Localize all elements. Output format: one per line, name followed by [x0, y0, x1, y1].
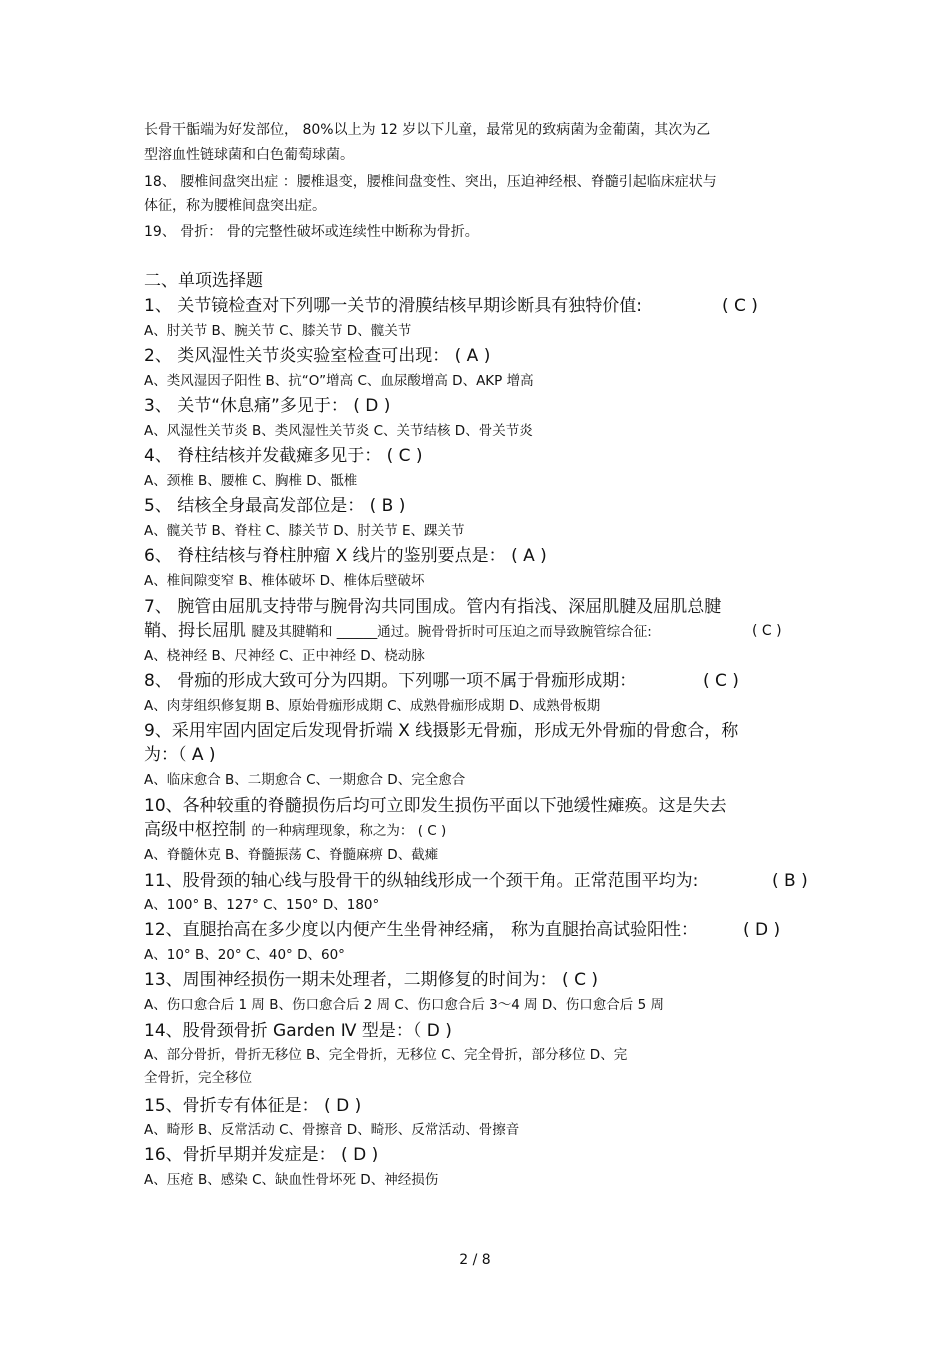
question-7: 7、 腕管由屈肌支持带与腕骨沟共同围成。管内有指浅、深屈肌腱及屈肌总腱 — [144, 597, 722, 617]
question-8: 8、 骨痂的形成大致可分为四期。下列哪一项不属于骨痂形成期： — [144, 671, 637, 691]
question-2: 2、 类风湿性关节炎实验室检查可出现： ( A ) — [144, 346, 491, 366]
options-15: A、畸形 B、反常活动 C、骨擦音 D、畸形、反常活动、骨擦音 — [144, 1122, 520, 1138]
options-16: A、压疮 B、感染 C、缺血性骨坏死 D、神经损伤 — [144, 1172, 439, 1188]
question-12: 12、直腿抬高在多少度以内便产生坐骨神经痛， 称为直腿抬高试验阳性： — [144, 920, 699, 940]
text-line: 型溶血性链球菌和白色葡萄球菌。 — [144, 147, 354, 163]
options-13: A、伤口愈合后 1 周 B、伤口愈合后 2 周 C、伤口愈合后 3～4 周 D、伤口愈合后 5 周 — [144, 997, 664, 1013]
answer-1: ( C ) — [722, 296, 758, 316]
options-4: A、颈椎 B、腰椎 C、胸椎 D、骶椎 — [144, 473, 358, 489]
question-1: 1、 关节镜检查对下列哪一关节的滑膜结核早期诊断具有独特价值: — [144, 296, 642, 316]
section-heading: 二、单项选择题 — [144, 271, 263, 291]
question-5: 5、 结核全身最高发部位是： ( B ) — [144, 496, 406, 516]
options-9: A、临床愈合 B、二期愈合 C、一期愈合 D、完全愈合 — [144, 772, 466, 788]
question-14: 14、股骨颈骨折 Garden Ⅳ 型是：（ D ) — [144, 1021, 452, 1041]
question-10-cont: 高级中枢控制 的一种病理现象，称之为： ( C ) — [144, 820, 447, 840]
question-16: 16、骨折早期并发症是： ( D ) — [144, 1145, 379, 1165]
text-line: 体征，称为腰椎间盘突出症。 — [144, 198, 326, 214]
options-3: A、风湿性关节炎 B、类风湿性关节炎 C、关节结核 D、骨关节炎 — [144, 423, 533, 439]
options-14: A、部分骨折，骨折无移位 B、完全骨折，无移位 C、完全骨折，部分移位 D、完 — [144, 1047, 628, 1063]
options-7: A、桡神经 B、尺神经 C、正中神经 D、桡动脉 — [144, 648, 425, 664]
question-13: 13、周围神经损伤一期未处理者，二期修复的时间为： ( C ) — [144, 970, 598, 990]
question-15: 15、骨折专有体征是： ( D ) — [144, 1096, 362, 1116]
question-3: 3、 关节“休息痛”多见于： ( D ) — [144, 396, 391, 416]
question-7-cont: 鞘、拇长屈肌 腱及其腱鞘和 ______通过。腕骨骨折时可压迫之而导致腕管综合征: — [144, 621, 652, 641]
options-5: A、髋关节 B、脊柱 C、膝关节 D、肘关节 E、踝关节 — [144, 523, 465, 539]
text-line: 长骨干骺端为好发部位， 80%以上为 12 岁以下儿童，最常见的致病菌为金葡菌，其次为乙 — [144, 122, 711, 138]
page-number: 2 / 8 — [459, 1252, 491, 1268]
options-11: A、100° B、127° C、150° D、180° — [144, 897, 380, 913]
text-line: 18、 腰椎间盘突出症 ：腰椎退变，腰椎间盘变性、突出，压迫神经根、脊髓引起临床症状与 — [144, 174, 717, 190]
options-6: A、椎间隙变窄 B、椎体破坏 D、椎体后壁破坏 — [144, 573, 425, 589]
answer-12: ( D ) — [743, 920, 781, 940]
options-12: A、10° B、20° C、40° D、60° — [144, 947, 345, 963]
answer-8: ( C ) — [703, 671, 739, 691]
options-1: A、肘关节 B、腕关节 C、膝关节 D、髋关节 — [144, 323, 412, 339]
question-11: 11、股骨颈的轴心线与股骨干的纵轴线形成一个颈干角。正常范围平均为: — [144, 871, 699, 891]
question-4: 4、 脊柱结核并发截瘫多见于： ( C ) — [144, 446, 423, 466]
options-10: A、脊髓休克 B、脊髓振荡 C、脊髓麻痹 D、截瘫 — [144, 847, 439, 863]
text-line: 19、 骨折： 骨的完整性破坏或连续性中断称为骨折。 — [144, 224, 479, 240]
options-8: A、肉芽组织修复期 B、原始骨痂形成期 C、成熟骨痂形成期 D、成熟骨板期 — [144, 698, 601, 714]
options-14-cont: 全骨折，完全移位 — [144, 1070, 252, 1086]
answer-7: ( C ) — [752, 623, 782, 639]
question-9-cont: 为：（ A ) — [144, 745, 216, 765]
question-10: 10、各种较重的脊髓损伤后均可立即发生损伤平面以下弛缓性瘫痪。这是失去 — [144, 796, 727, 816]
question-6: 6、 脊柱结核与脊柱肿瘤 X 线片的鉴别要点是： ( A ) — [144, 546, 547, 566]
options-2: A、类风湿因子阳性 B、抗“O”增高 C、血尿酸增高 D、AKP 增高 — [144, 373, 534, 389]
question-9: 9、采用牢固内固定后发现骨折端 X 线摄影无骨痂，形成无外骨痂的骨愈合，称 — [144, 721, 739, 741]
answer-11: ( B ) — [772, 871, 808, 891]
